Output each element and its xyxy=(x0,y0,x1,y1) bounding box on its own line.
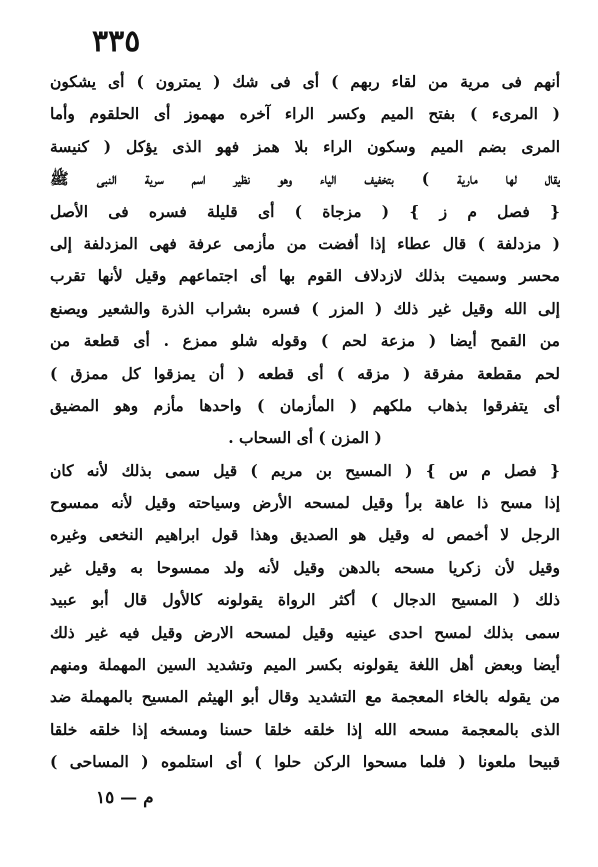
text-line: يقال لها مارية ) بتخفيف الياء وهو نظير اسم سرية النبى ﷺ xyxy=(50,169,560,189)
text-line: ( المرىء ) بفتح الميم وكسر الراء آخره مهموز أى الحلقوم وأما xyxy=(50,104,560,124)
text-line: أى يتفرقوا بذهاب ملكهم ( المأزمان ) واحدها مأزم وهو المضيق xyxy=(50,395,560,415)
text-line: إذا مسح ذا عاهة برأ وقيل لمسحه الأرض وسياحته وقيل لأنه ممسوح xyxy=(50,493,560,513)
text-line: ( المزن ) أى السحاب . xyxy=(228,428,382,448)
text-line: الرجل لا أخمص له وقيل هو الصديق وهذا قول ابراهيم النخعى وغيره xyxy=(50,525,560,545)
text-line: أيضا وبعض أهل اللغة يقولونه بكسر الميم وتشديد السين المهملة ومنهم xyxy=(50,655,560,675)
text-line: المرى بضم الميم وسكون الراء بلا همز فهو الذى يؤكل ( كنيسة xyxy=(50,136,560,156)
text-line: سمى بذلك لمسح احدى عينيه وقيل لمسحه الارض وقيل فيه غير ذلك xyxy=(50,622,560,642)
text-line: ( مزدلفة ) قال عطاء إذا أفضت من مأزمى عرفة فهى المزدلفة إلى xyxy=(50,233,560,253)
text-line: وقيل لأن زكريا مسحه بالدهن وقيل لأنه ولد ممسوحا به وقيل غير xyxy=(50,557,560,577)
signature-mark: م — ١٥ xyxy=(96,788,154,808)
section-heading-line: { فصل م ز } ( مزجاة ) أى قليلة فسره فى الأصل xyxy=(50,201,560,221)
text-line: ذلك ( المسيح الدجال ) أكثر الرواة يقولونه كالأول قال أبو عبيد xyxy=(50,590,560,610)
text-line: أنهم فى مرية من لقاء ربهم ) أى فى شك ( يمترون ) أى يشكون xyxy=(50,72,560,91)
text-line: لحم مقطعة مفرقة ( مزقه ) أى قطعه ( أن يمزقوا كل ممزق ) xyxy=(50,363,560,383)
text-line: إلى الله وقيل غير ذلك ( المزر ) فسره بشراب الذرة والشعير ويصنع xyxy=(50,298,560,318)
page-number: ٣٣٥ xyxy=(92,24,141,59)
text-line: محسر وسميت بذلك لازدلاف القوم بها أى اجتماعهم وقيل لأنها تقرب xyxy=(50,266,560,286)
page-body xyxy=(50,66,560,779)
text-line: من يقوله بالخاء المعجمة مع التشديد وقال أبو الهيثم المسيح بالمهملة ضد xyxy=(50,687,560,707)
text-line: من القمح أيضا ( مزعة لحم ) وقوله شلو ممزع . أى قطعة من xyxy=(50,331,560,351)
section-heading-line: { فصل م س } ( المسيح بن مريم ) قيل سمى بذلك لأنه كان xyxy=(50,460,560,480)
text-line: قبيحا ملعونا ( فلما مسحوا الركن حلوا ) أى استلموه ( المساحى ) xyxy=(50,752,560,772)
text-line: الذى بالمعجمة مسحه الله إذا خلقه خلقا حسنا ومسخه إذا خلقه خلقا xyxy=(50,719,560,739)
